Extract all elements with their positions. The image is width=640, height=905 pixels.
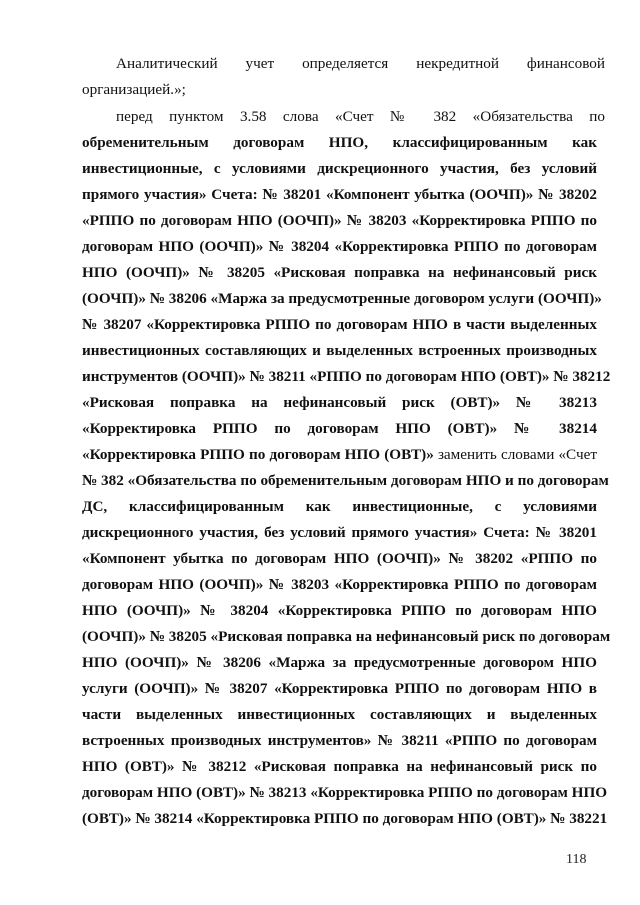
text-line: (ООЧП)» № 38206 «Маржа за предусмотренные договором услуги (ООЧП)» xyxy=(82,290,602,307)
text-line: части выделенных инвестиционных составляющих и выделенных xyxy=(82,706,597,723)
text-line xyxy=(82,445,597,465)
text-line: № 382 «Обязательства по обременительным договорам НПО и по договорам xyxy=(82,472,609,489)
text-line: услуги (ООЧП)» № 38207 «Корректировка РППО по договорам НПО в xyxy=(82,680,597,697)
text-line: инвестиционных составляющих и выделенных встроенных производных xyxy=(82,342,597,359)
text-line: дискреционного участия, без условий прямого участия» Счета: № 38201 xyxy=(82,524,597,541)
text-line: «Рисковая поправка на нефинансовый риск (ОВТ)» № 38213 xyxy=(82,394,597,411)
text-line: (ООЧП)» № 38205 «Рисковая поправка на нефинансовый риск по договорам xyxy=(82,628,611,645)
text-line: Аналитический учет определяется некредитной финансовой xyxy=(116,55,605,72)
text-fragment: «Корректировка РППО по договорам НПО (ОВТ)» xyxy=(82,446,434,463)
text-line: ДС, классифицированным как инвестиционные, с условиями xyxy=(82,498,597,515)
text-line: «Компонент убытка по договорам НПО (ООЧП)» № 38202 «РППО по xyxy=(82,550,597,567)
text-line: № 38207 «Корректировка РППО по договорам НПО в части выделенных xyxy=(82,316,597,333)
text-line: прямого участия» Счета: № 38201 «Компонент убытка (ООЧП)» № 38202 xyxy=(82,186,597,203)
text-line: инструментов (ООЧП)» № 38211 «РППО по договорам НПО (ОВТ)» № 38212 xyxy=(82,368,611,385)
text-line: встроенных производных инструментов» № 38211 «РППО по договорам xyxy=(82,732,597,749)
text-line: НПО (ООЧП)» № 38205 «Рисковая поправка на нефинансовый риск xyxy=(82,264,597,281)
text-line: инвестиционные, с условиями дискреционного участия, без условий xyxy=(82,160,597,177)
text-line: договорам НПО (ОВТ)» № 38213 «Корректировка РППО по договорам НПО xyxy=(82,784,608,801)
text-line: НПО (ООЧП)» № 38206 «Маржа за предусмотренные договором НПО xyxy=(82,654,597,671)
text-line: обременительным договорам НПО, классифицированным как xyxy=(82,134,597,151)
text-line xyxy=(116,107,605,127)
text-fragment: заменить словами «Счет xyxy=(437,446,597,463)
text-line: НПО (ОВТ)» № 38212 «Рисковая поправка на нефинансовый риск по xyxy=(82,758,597,775)
text-line: «Корректировка РППО по договорам НПО (ОВТ)» № 38214 xyxy=(82,420,597,437)
text-line: НПО (ООЧП)» № 38204 «Корректировка РППО по договорам НПО xyxy=(82,602,597,619)
text-fragment: перед пунктом 3.58 слова «Счет № 382 «Обязательства по xyxy=(116,108,605,125)
text-line: договорам НПО (ООЧП)» № 38204 «Корректировка РППО по договорам xyxy=(82,238,597,255)
text-line: (ОВТ)» № 38214 «Корректировка РППО по договорам НПО (ОВТ)» № 38221 xyxy=(82,810,608,827)
text-line: организацией.»; xyxy=(82,81,186,98)
text-line: «РППО по договорам НПО (ООЧП)» № 38203 «Корректировка РППО по xyxy=(82,212,597,229)
page-number: 118 xyxy=(566,852,587,867)
text-line: договорам НПО (ООЧП)» № 38203 «Корректировка РППО по договорам xyxy=(82,576,597,593)
